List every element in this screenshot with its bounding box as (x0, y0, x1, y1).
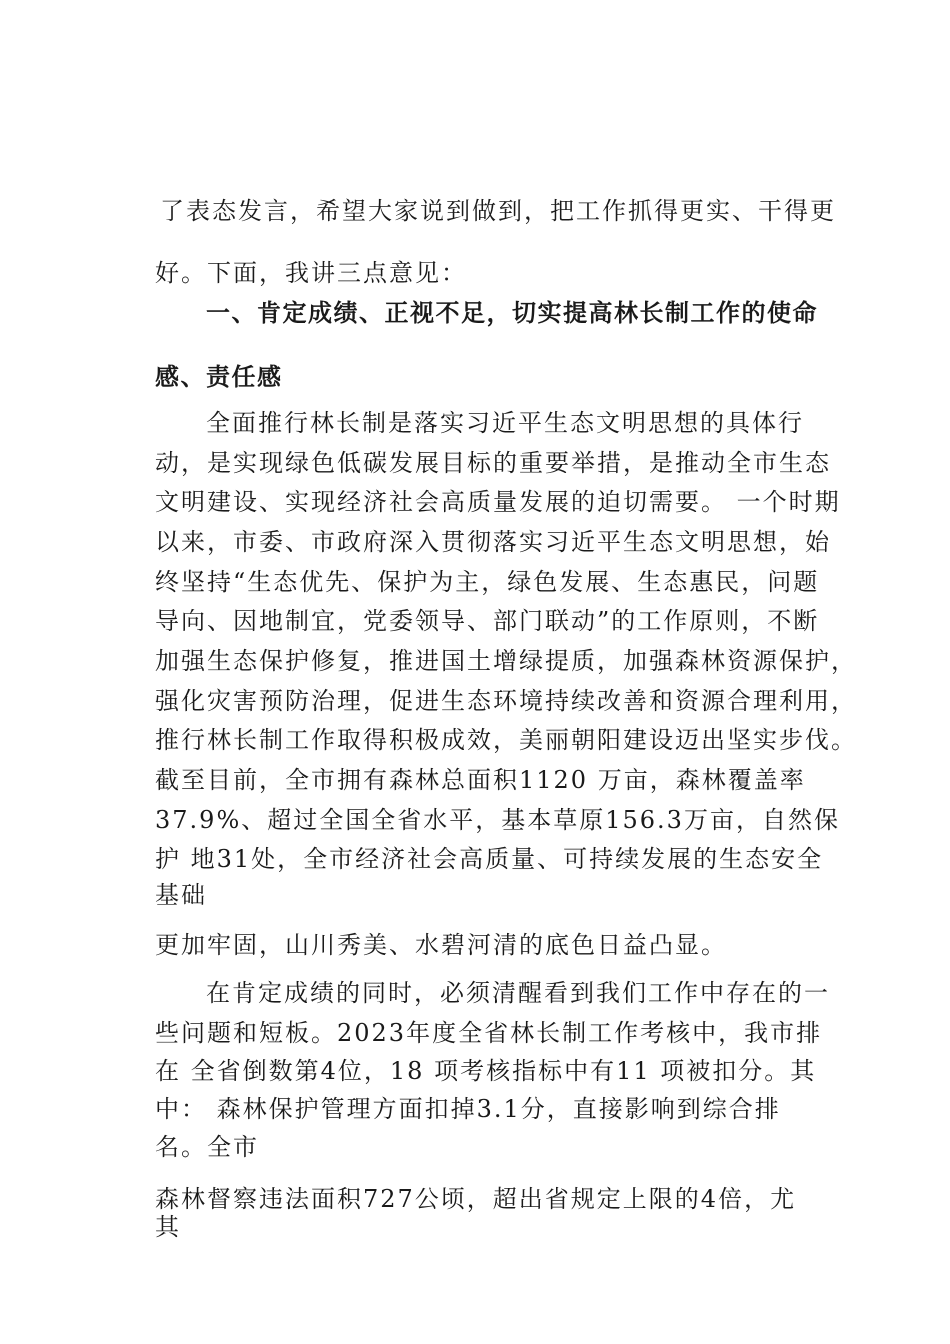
paragraph-2-line-7: 其 (155, 1213, 181, 1241)
paragraph-2-line-1: 在肯定成绩的同时，必须清醒看到我们工作中存在的一 (206, 979, 830, 1007)
paragraph-1-line-10: 截至目前，全市拥有森林总面积1120 万亩，森林覆盖率 (155, 766, 806, 794)
paragraph-1-line-7: 加强生态保护修复，推进国土增绿提质，加强森林资源保护， (155, 647, 857, 675)
paragraph-1-line-6: 导向、因地制宜，党委领导、部门联动”的工作原则，不断 (155, 607, 820, 635)
paragraph-2-line-5: 名。全市 (155, 1133, 259, 1161)
paragraph-1-line-8: 强化灾害预防治理，促进生态环境持续改善和资源合理利用， (155, 687, 857, 715)
body-text-line-2: 好。下面，我讲三点意见： (155, 259, 467, 287)
paragraph-1-line-3: 文明建设、实现经济社会高质量发展的迫切需要。 一个时期 (155, 488, 841, 516)
paragraph-2-line-4: 中： 森林保护管理方面扣掉3.1分，直接影响到综合排 (155, 1095, 781, 1123)
paragraph-1-line-4: 以来，市委、市政府深入贯彻落实习近平生态文明思想，始 (155, 528, 831, 556)
paragraph-2-line-2: 些问题和短板。2023年度全省林长制工作考核中，我市排 (155, 1019, 823, 1047)
paragraph-1-line-14: 更加牢固，山川秀美、水碧河清的底色日益凸显。 (155, 931, 727, 959)
paragraph-2-line-3: 在 全省倒数第4位，18 项考核指标中有11 项被扣分。其 (155, 1057, 817, 1085)
paragraph-1-line-12: 护 地31处，全市经济社会高质量、可持续发展的生态安全 (155, 845, 824, 873)
paragraph-1-line-1: 全面推行林长制是落实习近平生态文明思想的具体行 (206, 409, 804, 437)
paragraph-1-line-9: 推行林长制工作取得积极成效，美丽朝阳建设迈出坚实步伐。 (155, 726, 857, 754)
body-text-line-1: 了表态发言，希望大家说到做到，把工作抓得更实、干得更 (160, 197, 836, 225)
paragraph-1-line-13: 基础 (155, 881, 207, 909)
paragraph-2-line-6: 森林督察违法面积727公顷，超出省规定上限的4倍，尤 (155, 1185, 797, 1213)
paragraph-1-line-11: 37.9%、超过全国全省水平，基本草原156.3万亩，自然保 (155, 806, 840, 834)
paragraph-1-line-2: 动，是实现绿色低碳发展目标的重要举措，是推动全市生态 (155, 449, 831, 477)
paragraph-1-line-5: 终坚持“生态优先、保护为主，绿色发展、生态惠民，问题 (155, 568, 820, 596)
section-heading-line-2: 感、责任感 (155, 363, 283, 391)
section-heading-line-1: 一、肯定成绩、正视不足，切实提高林长制工作的使命 (206, 299, 818, 327)
